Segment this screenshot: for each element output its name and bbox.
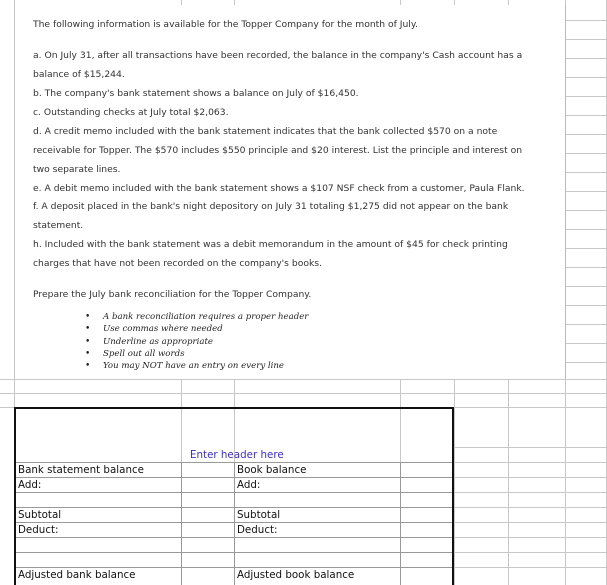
book-balance-label: Book balance bbox=[237, 464, 307, 476]
adjusted-book-balance-label: Adjusted book balance bbox=[237, 569, 355, 581]
bank-deduct-label: Deduct: bbox=[18, 524, 59, 536]
rules-list bbox=[85, 311, 308, 372]
rule-item: • Use commas where needed bbox=[85, 323, 308, 335]
rule-item: • A bank reconciliation requires a proper header bbox=[85, 311, 308, 323]
item-a-line-1: a. On July 31, after all transactions have been recorded, the balance in the company's Cash account has a bbox=[33, 50, 523, 61]
item-h-line-1: h. Included with the bank statement was a debit memorandum in the amount of $45 for check printing bbox=[33, 239, 508, 250]
rule-item: • You may NOT have an entry on every line bbox=[85, 360, 308, 372]
item-b: b. The company's bank statement shows a balance on July of $16,450. bbox=[33, 88, 359, 99]
header-input[interactable]: Enter header here bbox=[190, 449, 284, 461]
bank-statement-balance-label: Bank statement balance bbox=[18, 464, 144, 476]
rule-item: • Spell out all words bbox=[85, 348, 308, 360]
book-add-label: Add: bbox=[237, 479, 261, 491]
prompt-text: Prepare the July bank reconciliation for the Topper Company. bbox=[33, 289, 312, 300]
book-subtotal-label: Subtotal bbox=[237, 509, 281, 521]
item-f-line-2: statement. bbox=[33, 220, 84, 231]
adjusted-bank-balance-label: Adjusted bank balance bbox=[18, 569, 136, 581]
bank-subtotal-label: Subtotal bbox=[18, 509, 62, 521]
item-f-line-1: f. A deposit placed in the bank's night depository on July 31 totaling $1,275 did not appear on the bank bbox=[33, 201, 509, 212]
item-d-line-1: d. A credit memo included with the bank statement indicates that the bank collected $570 on a note bbox=[33, 126, 498, 137]
item-h-line-2: charges that have not been recorded on the company's books. bbox=[33, 258, 322, 269]
intro-text: The following information is available for the Topper Company for the month of July. bbox=[33, 19, 418, 30]
book-deduct-label: Deduct: bbox=[237, 524, 278, 536]
item-d-line-2: receivable for Topper. The $570 includes $550 principle and $20 interest. List the principle and interest on bbox=[33, 145, 523, 156]
bank-add-label: Add: bbox=[18, 479, 42, 491]
item-e: e. A debit memo included with the bank statement shows a $107 NSF check from a customer, Paula Flank. bbox=[33, 183, 525, 194]
item-d-line-3: two separate lines. bbox=[33, 164, 121, 175]
item-a-line-2: balance of $15,244. bbox=[33, 69, 125, 80]
item-c: c. Outstanding checks at July total $2,063. bbox=[33, 107, 229, 118]
rule-item: • Underline as appropriate bbox=[85, 336, 308, 348]
